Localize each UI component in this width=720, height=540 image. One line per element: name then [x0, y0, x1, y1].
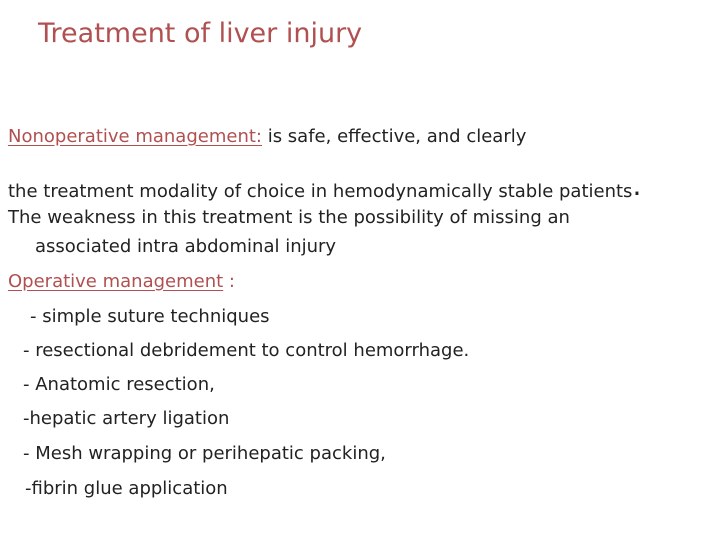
operative-item: - Anatomic resection, — [23, 374, 215, 395]
operative-item: - Mesh wrapping or perihepatic packing, — [23, 443, 386, 464]
nonoperative-period: . — [632, 169, 642, 202]
nonoperative-line-1 — [8, 126, 526, 147]
nonoperative-line-4: associated intra abdominal injury — [35, 236, 337, 257]
nonoperative-text-1: is safe, effective, and clearly — [261, 126, 527, 147]
operative-heading: Operative management — [8, 271, 224, 292]
operative-item: -hepatic artery ligation — [23, 408, 230, 429]
operative-heading-line — [8, 271, 235, 292]
operative-item: - resectional debridement to control hemorrhage. — [23, 340, 470, 361]
operative-item: -fibrin glue application — [25, 478, 228, 499]
nonoperative-text-2: the treatment modality of choice in hemodynamically stable patients — [8, 181, 633, 202]
operative-colon: : — [223, 271, 235, 292]
nonoperative-line-3: The weakness in this treatment is the possibility of missing an — [8, 207, 570, 228]
nonoperative-heading: Nonoperative management: — [8, 126, 262, 147]
nonoperative-line-2 — [8, 169, 641, 202]
operative-item: - simple suture techniques — [30, 306, 270, 327]
slide-title: Treatment of liver injury — [38, 18, 363, 49]
